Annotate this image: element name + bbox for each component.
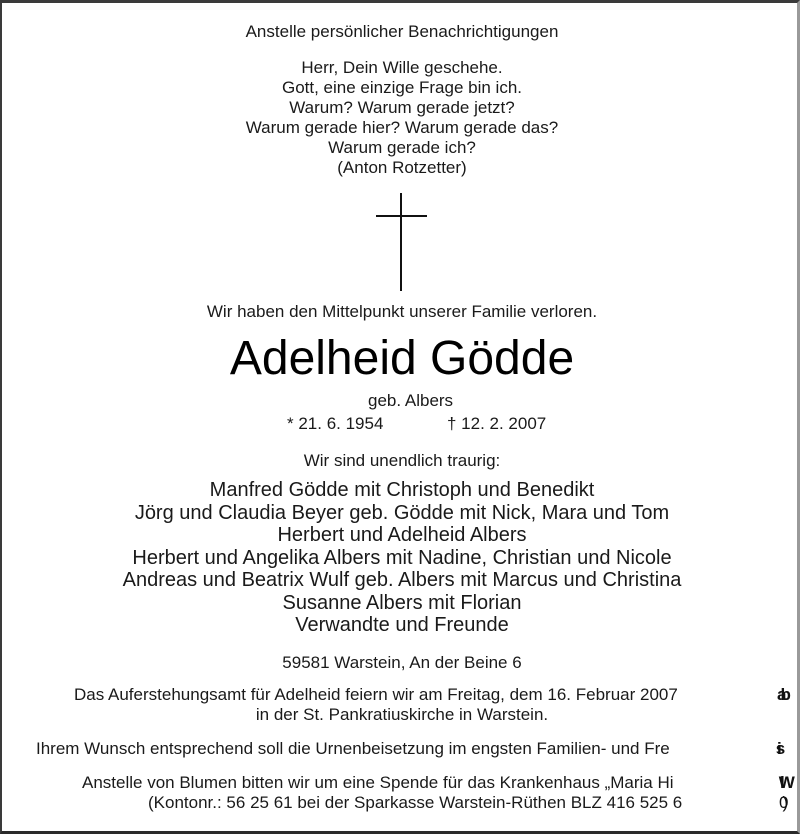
mourner-line: Herbert und Angelika Albers mit Nadine, Christian und Nicole (132, 547, 672, 569)
poem-author: (Anton Rotzetter) (337, 158, 467, 177)
mourner-line: Andreas und Beatrix Wulf geb. Albers mit Marcus und Christina (122, 569, 682, 591)
notice-header: Anstelle persönlicher Benachrichtigungen (245, 22, 559, 41)
bank-details-overlap: 0) (779, 793, 783, 812)
cross-icon-vertical (400, 193, 402, 291)
mourner-line: Herbert und Adelheid Albers (277, 524, 527, 546)
donation-line-overlap: lW (780, 773, 789, 792)
poem-line: Herr, Dein Wille geschehe. (301, 58, 503, 77)
mourner-line: Jörg und Claudia Beyer geb. Gödde mit Nick, Mara und Tom (134, 502, 670, 524)
address-line: 59581 Warstein, An der Beine 6 (282, 653, 522, 672)
poem-line: Warum? Warum gerade jetzt? (289, 98, 515, 117)
bank-details-line: (Kontonr.: 56 25 61 bei der Sparkasse Warstein-Rüthen BLZ 416 525 6 (148, 793, 683, 812)
donation-line: Anstelle von Blumen bitten wir um eine Spende für das Krankenhaus „Maria Hi (82, 773, 674, 792)
mourning-line: Wir sind unendlich traurig: (303, 451, 501, 470)
mourner-line: Manfred Gödde mit Christoph und Benedikt (209, 479, 595, 501)
birth-date: * 21. 6. 1954 (287, 414, 384, 433)
poem-line: Gott, eine einzige Frage bin ich. (281, 78, 523, 97)
intro-line: Wir haben den Mittelpunkt unserer Familie verloren. (206, 302, 598, 321)
maiden-name: geb. Albers (368, 391, 454, 410)
service-line-overlap: ab (777, 685, 785, 704)
death-date: † 12. 2. 2007 (447, 414, 547, 433)
cross-icon-horizontal (376, 215, 427, 217)
burial-line-overlap: is (777, 739, 780, 758)
service-location: in der St. Pankratiuskirche in Warstein. (255, 705, 549, 724)
service-line: Das Auferstehungsamt für Adelheid feiern wir am Freitag, dem 16. Februar 2007 (74, 685, 678, 704)
mourner-line: Susanne Albers mit Florian (282, 592, 522, 614)
poem-line: Warum gerade ich? (328, 138, 476, 157)
burial-line: Ihrem Wunsch entsprechend soll die Urnenbeisetzung im engsten Familien- und Fre (36, 739, 670, 758)
notice-content (2, 3, 797, 834)
deceased-name: Adelheid Gödde (229, 332, 575, 385)
mourner-line: Verwandte und Freunde (295, 614, 509, 636)
poem-line: Warum gerade hier? Warum gerade das? (245, 118, 559, 137)
